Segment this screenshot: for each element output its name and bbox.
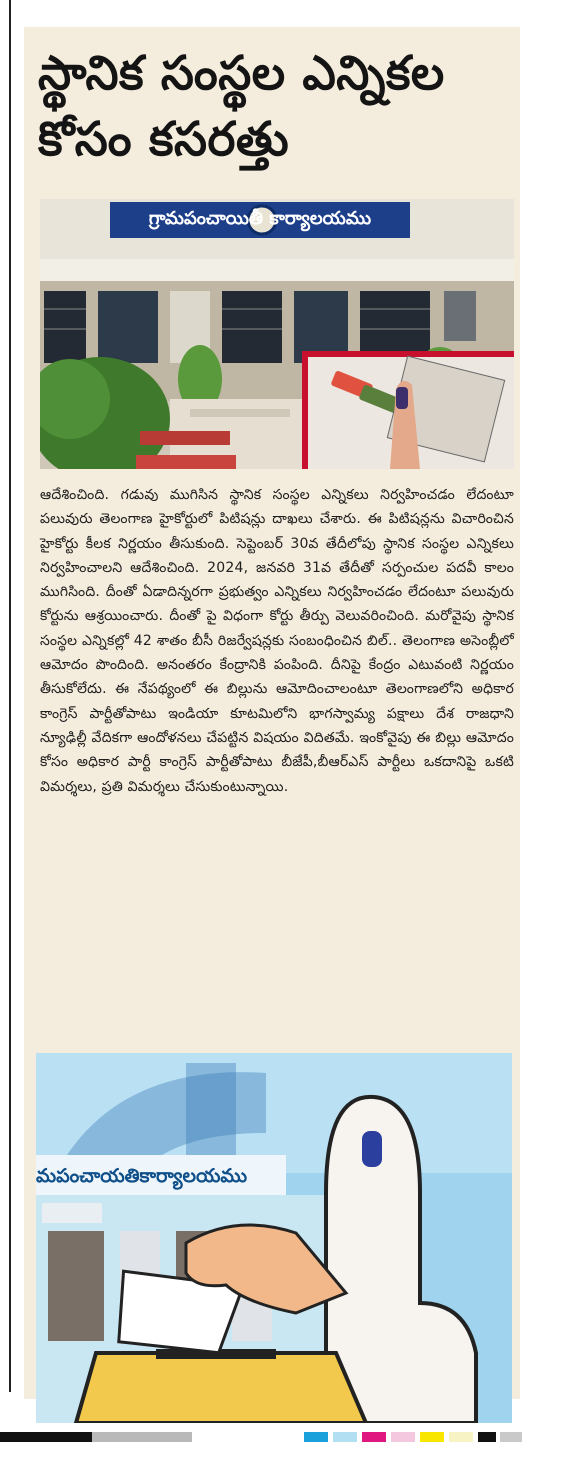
illustration-sign-text: మపంచాయతికార్యాలయము bbox=[36, 1165, 248, 1187]
column-rule bbox=[9, 0, 11, 1392]
ballot-illustration bbox=[36, 1053, 512, 1423]
article-headline: స్థానిక సంస్థల ఎన్నికల కోసం కసరత్తు bbox=[38, 46, 445, 167]
panchayat-office-photo bbox=[40, 199, 514, 469]
article-body: ఆదేశించింది. గడువు ముగిసిన స్థానిక సంస్థల ఎన్నికలు నిర్వహించడం లేదంటూ పలువురు తెలంగాణ హైకోర్టులో పిటిషన్లు దాఖలు చేశారు. ఈ పిటిషన్లను విచారించిన హైకోర్టు కీలక నిర్ణయం తీసుకుంది. సెప్టెంబర్ 30వ తేదీలోపు స్థానిక సంస్థల ఎన్నికలు నిర్వహించాలని ఆదేశించింది. 2024, జనవరి 31వ తేదీతో సర్పంచుల పదవీ కాలం ముగిసింది. దీంతో ఏడాదిన్నరగా ప్రభుత్వం ఎన్నికలు నిర్వహించడం లేదంటూ పలువురు కోర్టును ఆశ్రయించారు. దీంతో పై విధంగా కోర్టు తీర్పు వెలువరించింది. మరోవైపు స్థానిక సంస్థల ఎన్నికల్లో 42 శాతం బీసీ రిజర్వేషన్లకు సంబంధించిన బిల్.. తెలంగాణ అసెంబ్లీలో ఆమోదం పొందింది. అనంతరం కేంద్రానికి పంపింది. దీనిపై కేంద్రం ఎటువంటి నిర్ణయం తీసుకోలేదు. ఈ నేపథ్యంలో ఈ బిల్లును ఆమోదించాలంటూ తెలంగాణలోని అధికార కాంగ్రెస్ పార్టీతోపాటు ఇండియా కూటమిలోని భాగస్వామ్య పక్షాలు దేశ రాజధాని న్యూఢిల్లీ వేదికగా ఆందోళనలు చేపట్టిన విషయం విదితమే. ఇంకోవైపు ఈ బిల్లు ఆమోదం కోసం అధికార పార్టీ కాంగ్రెస్ పార్టీతోపాటు బీజేపీ,బీఆర్ఎస్ పార్టీలు ఒకదానిపై ఒకటి విమర్శలు, ప్రతి విమర్శలు చేసుకుంటున్నాయి. bbox=[40, 487, 514, 795]
print-registration-bar bbox=[0, 1412, 577, 1458]
office-sign-text: గ్రామపంచాయితీ కార్యాలయము bbox=[148, 208, 372, 229]
article-panel bbox=[24, 27, 520, 1399]
